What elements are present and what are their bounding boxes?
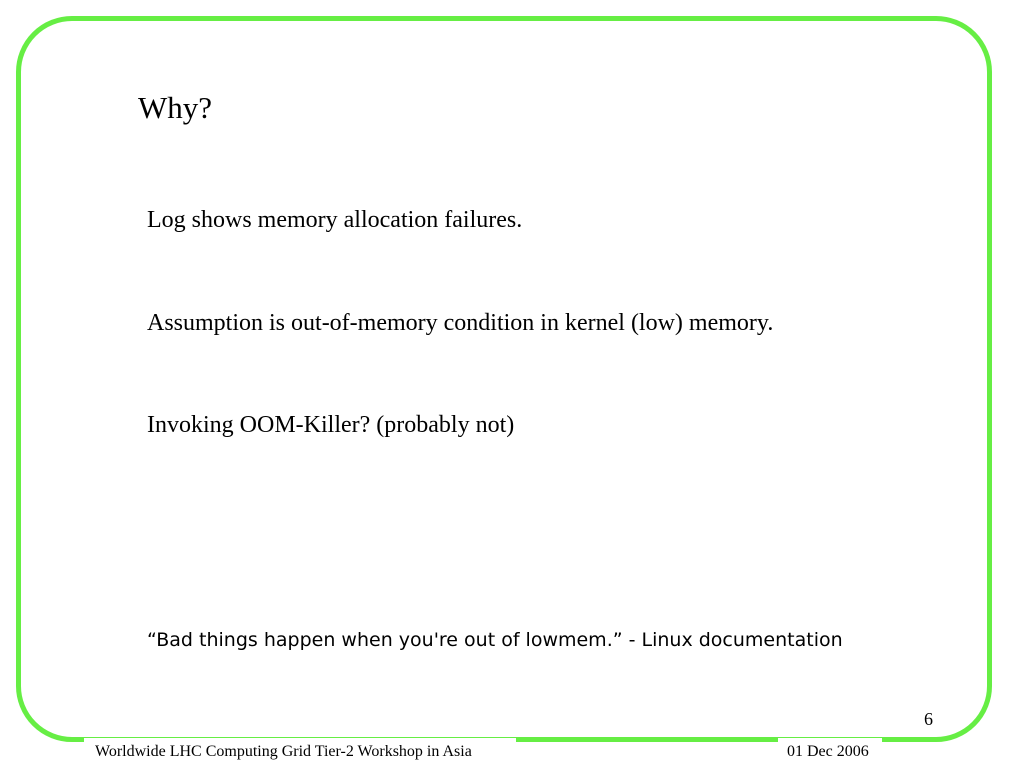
point-oom-killer: Invoking OOM-Killer? (probably not): [147, 412, 515, 438]
footer-date: 01 Dec 2006: [787, 743, 869, 760]
point-log-failures: Log shows memory allocation failures.: [147, 207, 523, 233]
footer-event-name: Worldwide LHC Computing Grid Tier-2 Workshop in Asia: [95, 743, 472, 760]
point-assumption: Assumption is out-of-memory condition in kernel (low) memory.: [147, 310, 774, 336]
slide-title: Why?: [138, 90, 213, 125]
page-number: 6: [924, 709, 933, 729]
linux-doc-quote: “Bad things happen when you're out of lowmem.” - Linux documentation: [147, 629, 843, 651]
